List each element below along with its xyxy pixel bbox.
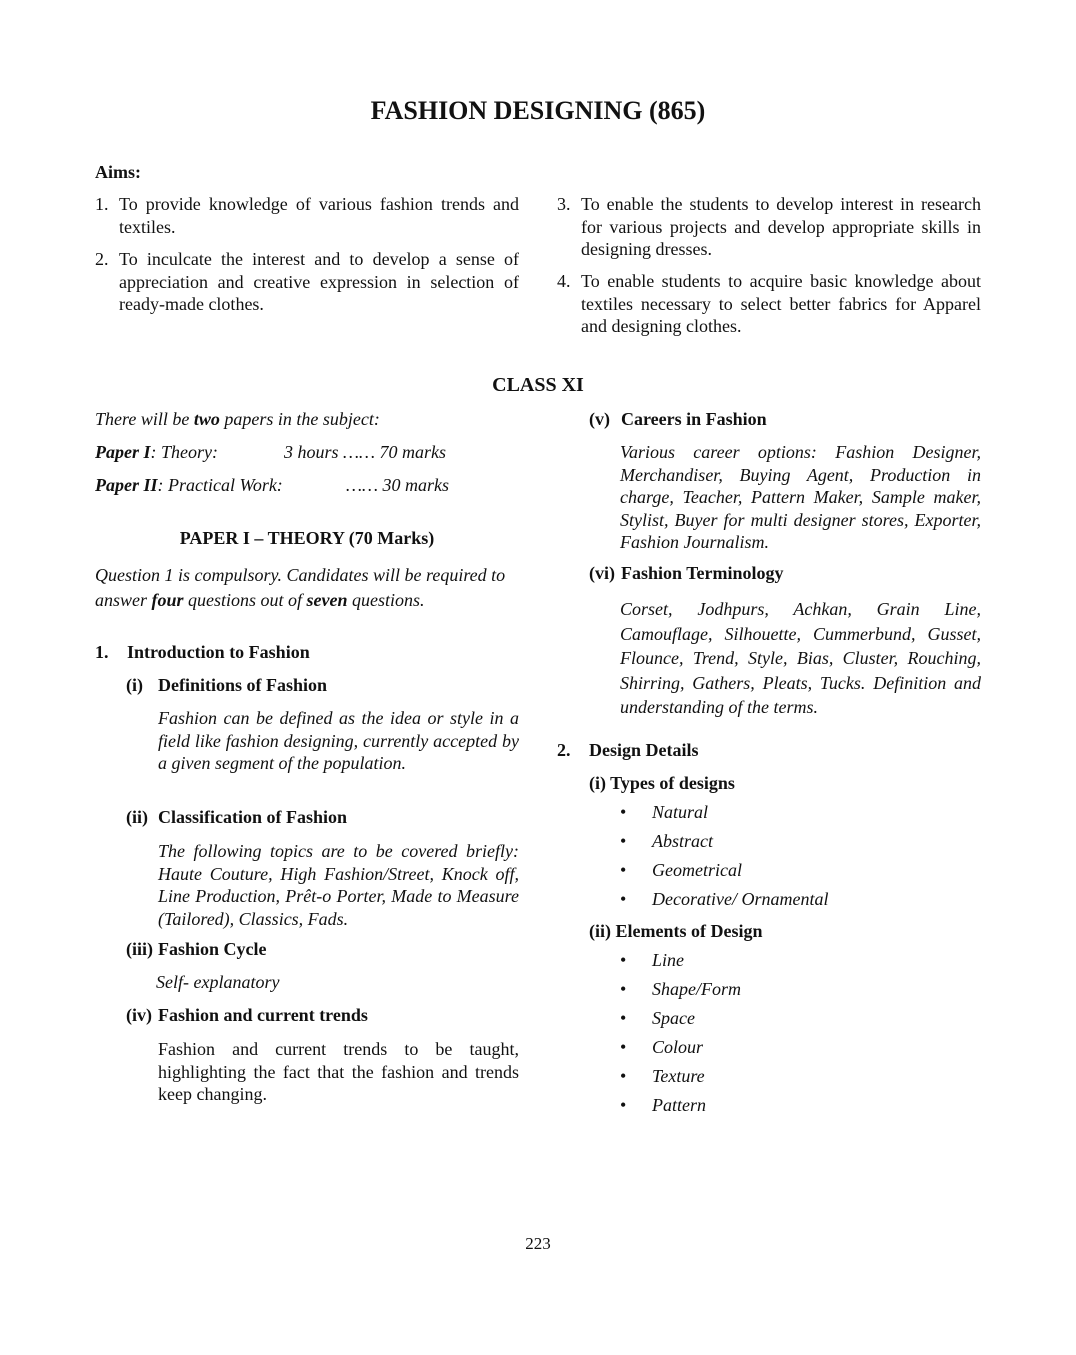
theory-heading: PAPER I – THEORY (70 Marks) <box>179 528 435 548</box>
paper-2-label: Paper II <box>95 475 158 495</box>
aim-item-4 <box>557 270 981 338</box>
types-of-designs-list <box>620 798 980 914</box>
list-item <box>620 946 980 975</box>
list-item-text: Geometrical <box>652 860 742 880</box>
section-2-heading <box>557 740 699 761</box>
list-item-text: Texture <box>652 1066 705 1086</box>
list-item-text: Space <box>652 1008 695 1028</box>
instructions-text: questions out of <box>183 590 307 610</box>
list-item <box>620 798 980 827</box>
aim-item-2 <box>95 248 519 316</box>
terminology-text: Corset, Jodhpurs, Achkan, Grain Line, Camouflage, Silhouette, Cummerbund, Gusset, Flounce, Trend, Style, Bias, Cluster, Rouching, Shirring, Gathers, Pleats, Tucks. Definition and understanding of the terms. <box>620 599 981 717</box>
bullet: • <box>620 1066 627 1086</box>
elements-of-design-list <box>620 946 980 1120</box>
subsection-title: Careers in Fashion <box>621 409 767 429</box>
paper-1-row <box>95 442 535 463</box>
subsection-number: (iv) <box>126 1005 152 1025</box>
classification-text: The following topics are to be covered briefly: Haute Couture, High Fashion/Street, Knock off, Line Production, Prêt-o Porter, Made to Measure (Tailored), Classics, Fads. <box>158 841 519 929</box>
aim-text: To enable the students to develop interest in research for various projects and develop appropriate skills in designing dresses. <box>581 194 981 259</box>
section-title: Introduction to Fashion <box>127 642 310 662</box>
paper-2-row <box>95 475 535 496</box>
list-item-text: Line <box>652 950 685 970</box>
instructions-total: seven <box>306 590 348 610</box>
list-item <box>620 1091 980 1120</box>
paper-2-duration: …… 30 marks <box>346 475 450 495</box>
paper-1-duration: 3 hours …… 70 marks <box>284 442 447 462</box>
subsection-careers <box>589 409 989 430</box>
subsection-number: (v) <box>589 409 610 429</box>
paper-1-name: : Theory: <box>150 442 218 462</box>
list-item <box>620 856 980 885</box>
current-trends-text: Fashion and current trends to be taught, highlighting the fact that the fashion and trends keep changing. <box>158 1039 519 1104</box>
subsection-current-trends <box>126 1005 526 1026</box>
subsection-number: (ii) <box>126 807 148 827</box>
bullet: • <box>620 1095 627 1115</box>
definitions-text: Fashion can be defined as the idea or style in a field like fashion designing, currently accepted by a given segment of the population. <box>158 708 519 773</box>
section-number: 1. <box>95 642 109 662</box>
aim-item-1 <box>95 193 519 238</box>
instructions-count: four <box>151 590 184 610</box>
bullet: • <box>620 860 627 880</box>
instructions-text: questions. <box>347 590 425 610</box>
bullet: • <box>620 1008 627 1028</box>
subsection-classification <box>126 807 526 828</box>
instructions-text: Question 1 is compulsory. Candidates will be required to answer <box>95 565 506 610</box>
aim-number: 2. <box>95 249 109 269</box>
subsection-title: Fashion Terminology <box>621 563 784 583</box>
page-title: FASHION DESIGNING (865) <box>370 96 706 125</box>
subsection-title: Fashion Cycle <box>158 939 267 959</box>
list-item <box>620 1033 980 1062</box>
subsection-number: (vi) <box>589 563 615 583</box>
bullet: • <box>620 889 627 909</box>
instructions <box>95 563 525 613</box>
section-number: 2. <box>557 740 571 760</box>
subsection-title: Classification of Fashion <box>158 807 348 827</box>
aim-text: To inculcate the interest and to develop a sense of appreciation and creative expression in selection of ready-made clothes. <box>119 249 519 314</box>
subsection-title: Definitions of Fashion <box>158 675 328 695</box>
section-title: Design Details <box>589 740 699 760</box>
papers-intro-text: There will be <box>95 409 194 429</box>
bullet: • <box>620 979 627 999</box>
aim-text: To provide knowledge of various fashion trends and textiles. <box>119 194 519 237</box>
list-item-text: Decorative/ Ornamental <box>652 889 829 909</box>
aim-number: 1. <box>95 194 109 214</box>
subsection-definitions <box>126 675 526 696</box>
subsection-terminology <box>589 563 989 584</box>
papers-count: two <box>193 409 220 429</box>
careers-text: Various career options: Fashion Designer, Merchandiser, Buying Agent, Production in charge, Teacher, Pattern Maker, Sample maker, Stylist, Buyer for multi designer stores, Exporter, Fashion Journalism. <box>620 442 981 552</box>
subsection-number: (iii) <box>126 939 153 959</box>
list-item-text: Colour <box>652 1037 704 1057</box>
list-item-text: Abstract <box>652 831 713 851</box>
aim-text: To enable students to acquire basic knowledge about textiles necessary to select better fabrics for Apparel and designing clothes. <box>581 271 981 336</box>
list-item-text: Natural <box>652 802 709 822</box>
papers-intro-text: papers in the subject: <box>219 409 380 429</box>
aims-heading: Aims: <box>95 162 141 182</box>
list-item <box>620 975 980 1004</box>
bullet: • <box>620 802 627 822</box>
list-item-text: Shape/Form <box>652 979 741 999</box>
aim-number: 4. <box>557 271 571 291</box>
bullet: • <box>620 831 627 851</box>
list-item <box>620 885 980 914</box>
bullet: • <box>620 1037 627 1057</box>
fashion-cycle-text: Self- explanatory <box>156 972 280 992</box>
list-item <box>620 1062 980 1091</box>
subsection-number: (i) <box>126 675 143 695</box>
subsection-title: Fashion and current trends <box>158 1005 368 1025</box>
aim-item-3 <box>557 193 981 261</box>
papers-intro <box>95 409 519 430</box>
types-of-designs-heading: (i) Types of designs <box>589 773 735 793</box>
elements-of-design-heading: (ii) Elements of Design <box>589 921 763 941</box>
aim-number: 3. <box>557 194 571 214</box>
bullet: • <box>620 950 627 970</box>
paper-2-name: : Practical Work: <box>157 475 283 495</box>
class-heading: CLASS XI <box>492 374 584 396</box>
list-item <box>620 827 980 856</box>
list-item <box>620 1004 980 1033</box>
paper-1-label: Paper I <box>95 442 151 462</box>
section-1-heading <box>95 642 310 663</box>
subsection-fashion-cycle <box>126 939 526 960</box>
list-item-text: Pattern <box>652 1095 706 1115</box>
page-number: 223 <box>525 1234 551 1253</box>
